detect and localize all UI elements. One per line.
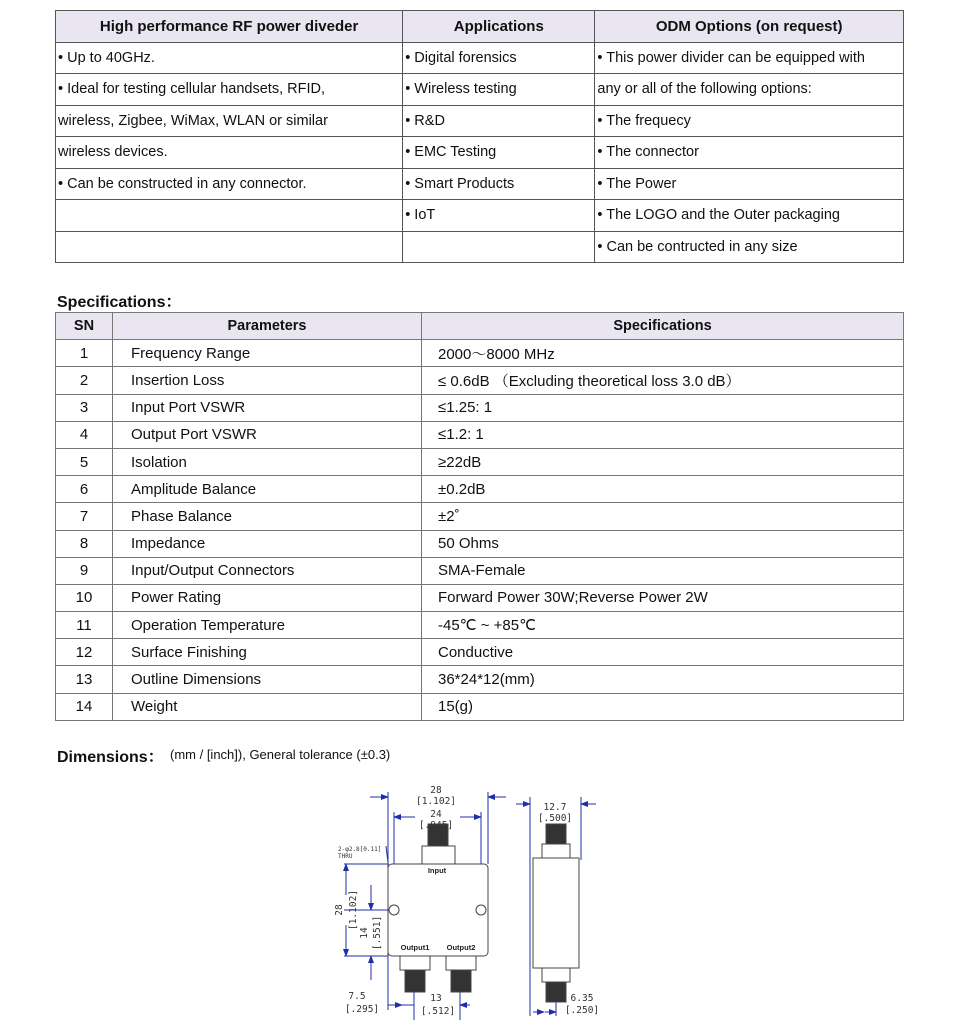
dim-width-overall: 28 (430, 785, 442, 796)
spec-cell-sn: 8 (56, 530, 113, 557)
port-input-label: Input (427, 866, 447, 875)
dim-height-overall-in: [1.102] (348, 889, 359, 931)
overview-header-applications: Applications (403, 11, 595, 43)
overview-header-row (56, 11, 904, 43)
overview-cell-odm: • Can be contructed in any size (595, 231, 904, 263)
dim-hole-spacing: 24 (430, 809, 442, 820)
spec-cell-parameter: Amplitude Balance (113, 476, 422, 503)
dim-side-width: 12.7 (543, 802, 567, 813)
output2-connector-thread (451, 970, 471, 992)
overview-row (56, 105, 904, 137)
spec-cell-parameter: Surface Finishing (113, 639, 422, 666)
overview-header-odm: ODM Options (on request) (595, 11, 904, 43)
spec-header-sn: SN (56, 313, 113, 340)
spec-cell-sn: 5 (56, 448, 113, 475)
spec-row (56, 448, 904, 475)
overview-cell-feature: wireless, Zigbee, WiMax, WLAN or similar (56, 105, 403, 137)
spec-cell-sn: 7 (56, 503, 113, 530)
dim-hole-height: 14 (359, 927, 370, 939)
input-connector-base (422, 846, 455, 864)
side-top-connector-base (542, 844, 570, 858)
overview-cell-application: • R&D (403, 105, 595, 137)
spec-cell-sn: 3 (56, 394, 113, 421)
spec-cell-value: ≤1.25: 1 (422, 394, 904, 421)
spec-cell-value: Conductive (422, 639, 904, 666)
divider-outline (388, 824, 579, 1002)
overview-cell-odm: • The Power (595, 168, 904, 200)
spec-cell-value: 2000～8000 MHz (422, 340, 904, 367)
hole-note-2: THRU (338, 853, 353, 860)
overview-cell-feature: wireless devices. (56, 137, 403, 169)
overview-header-features: High performance RF power diveder (56, 11, 403, 43)
overview-cell-odm: • This power divider can be equipped with (595, 42, 904, 74)
overview-cell-application: • Smart Products (403, 168, 595, 200)
spec-cell-parameter: Weight (113, 693, 422, 720)
output1-connector-thread (405, 970, 425, 992)
spec-cell-parameter: Frequency Range (113, 340, 422, 367)
overview-cell-odm: • The frequecy (595, 105, 904, 137)
spec-cell-value: SMA-Female (422, 557, 904, 584)
output2-connector-base (446, 956, 476, 970)
spec-cell-value: 15(g) (422, 693, 904, 720)
port-output1-label: Output1 (400, 943, 430, 952)
spec-cell-value: Forward Power 30W;Reverse Power 2W (422, 584, 904, 611)
side-bottom-connector-base (542, 968, 570, 982)
spec-cell-sn: 11 (56, 612, 113, 639)
dim-hole-height-in: [.551] (372, 915, 383, 951)
spec-row (56, 421, 904, 448)
spec-header-parameters: Parameters (113, 313, 422, 340)
overview-table (55, 10, 904, 263)
output1-connector-base (400, 956, 430, 970)
spec-cell-value: ≤ 0.6dB （Excluding theoretical loss 3.0 dB） (422, 367, 904, 394)
overview-cell-application (403, 231, 595, 263)
overview-row (56, 168, 904, 200)
spec-cell-sn: 6 (56, 476, 113, 503)
spec-cell-value: ≤1.2: 1 (422, 421, 904, 448)
spec-cell-parameter: Operation Temperature (113, 612, 422, 639)
spec-cell-value: -45℃ ~ +85℃ (422, 612, 904, 639)
dim-height-overall: 28 (334, 904, 345, 916)
spec-row (56, 666, 904, 693)
spec-cell-sn: 10 (56, 584, 113, 611)
spec-row (56, 503, 904, 530)
spec-cell-value: 36*24*12(mm) (422, 666, 904, 693)
dim-output-offset-in: [.295] (344, 1004, 380, 1015)
spec-cell-sn: 14 (56, 693, 113, 720)
spec-cell-value: ±2˚ (422, 503, 904, 530)
spec-cell-parameter: Impedance (113, 530, 422, 557)
spec-header-row (56, 313, 904, 340)
spec-cell-sn: 4 (56, 421, 113, 448)
spec-row (56, 693, 904, 720)
dimension-drawing (330, 780, 630, 1024)
spec-row (56, 639, 904, 666)
overview-cell-feature: • Ideal for testing cellular handsets, RFID, (56, 74, 403, 106)
spec-row (56, 367, 904, 394)
dim-side-offset-in: [.250] (564, 1005, 600, 1016)
overview-row (56, 42, 904, 74)
spec-row (56, 557, 904, 584)
spec-cell-parameter: Outline Dimensions (113, 666, 422, 693)
spec-row (56, 530, 904, 557)
spec-row (56, 584, 904, 611)
overview-cell-application: • IoT (403, 200, 595, 232)
side-top-connector-thread (546, 824, 566, 844)
spec-header-specifications: Specifications (422, 313, 904, 340)
overview-row (56, 231, 904, 263)
dim-output-pitch-in: [.512] (420, 1006, 456, 1017)
side-bottom-connector-thread (546, 982, 566, 1002)
dim-side-offset: 6.35 (570, 993, 594, 1004)
dim-width-overall-in: [1.102] (415, 796, 457, 807)
dim-output-pitch: 13 (430, 993, 442, 1004)
dimensions-title: Dimensions： (57, 749, 164, 766)
dim-output-offset: 7.5 (348, 991, 366, 1002)
overview-cell-odm: • The LOGO and the Outer packaging (595, 200, 904, 232)
spec-cell-sn: 2 (56, 367, 113, 394)
overview-cell-application: • Wireless testing (403, 74, 595, 106)
overview-row (56, 137, 904, 169)
spec-cell-sn: 12 (56, 639, 113, 666)
spec-cell-parameter: Insertion Loss (113, 367, 422, 394)
mounting-hole-left (389, 905, 399, 915)
spec-cell-parameter: Input/Output Connectors (113, 557, 422, 584)
overview-cell-feature: • Can be constructed in any connector. (56, 168, 403, 200)
spec-cell-parameter: Phase Balance (113, 503, 422, 530)
dimensions-note: (mm / [inch]), General tolerance (±0.3) (170, 747, 391, 762)
spec-row (56, 476, 904, 503)
spec-cell-value: 50 Ohms (422, 530, 904, 557)
overview-cell-application: • Digital forensics (403, 42, 595, 74)
spec-row (56, 612, 904, 639)
spec-cell-parameter: Input Port VSWR (113, 394, 422, 421)
mounting-hole-right (476, 905, 486, 915)
hole-note-1: 2-φ2.8[0.11] (338, 846, 382, 853)
overview-cell-odm: • The connector (595, 137, 904, 169)
side-view-body (533, 858, 579, 968)
spec-cell-parameter: Isolation (113, 448, 422, 475)
overview-row (56, 74, 904, 106)
spec-cell-parameter: Output Port VSWR (113, 421, 422, 448)
spec-cell-sn: 1 (56, 340, 113, 367)
overview-cell-feature (56, 200, 403, 232)
spec-cell-value: ≥22dB (422, 448, 904, 475)
dim-side-width-in: [.500] (537, 813, 573, 824)
overview-cell-feature: • Up to 40GHz. (56, 42, 403, 74)
specifications-table (55, 312, 904, 721)
spec-cell-value: ±0.2dB (422, 476, 904, 503)
specifications-title: Specifications： (57, 294, 182, 311)
overview-cell-feature (56, 231, 403, 263)
port-output2-label: Output2 (446, 943, 476, 952)
dim-hole-spacing-in: [.945] (418, 820, 454, 831)
overview-row (56, 200, 904, 232)
spec-cell-parameter: Power Rating (113, 584, 422, 611)
spec-cell-sn: 9 (56, 557, 113, 584)
spec-cell-sn: 13 (56, 666, 113, 693)
spec-row (56, 340, 904, 367)
overview-cell-odm: any or all of the following options: (595, 74, 904, 106)
spec-row (56, 394, 904, 421)
overview-cell-application: • EMC Testing (403, 137, 595, 169)
